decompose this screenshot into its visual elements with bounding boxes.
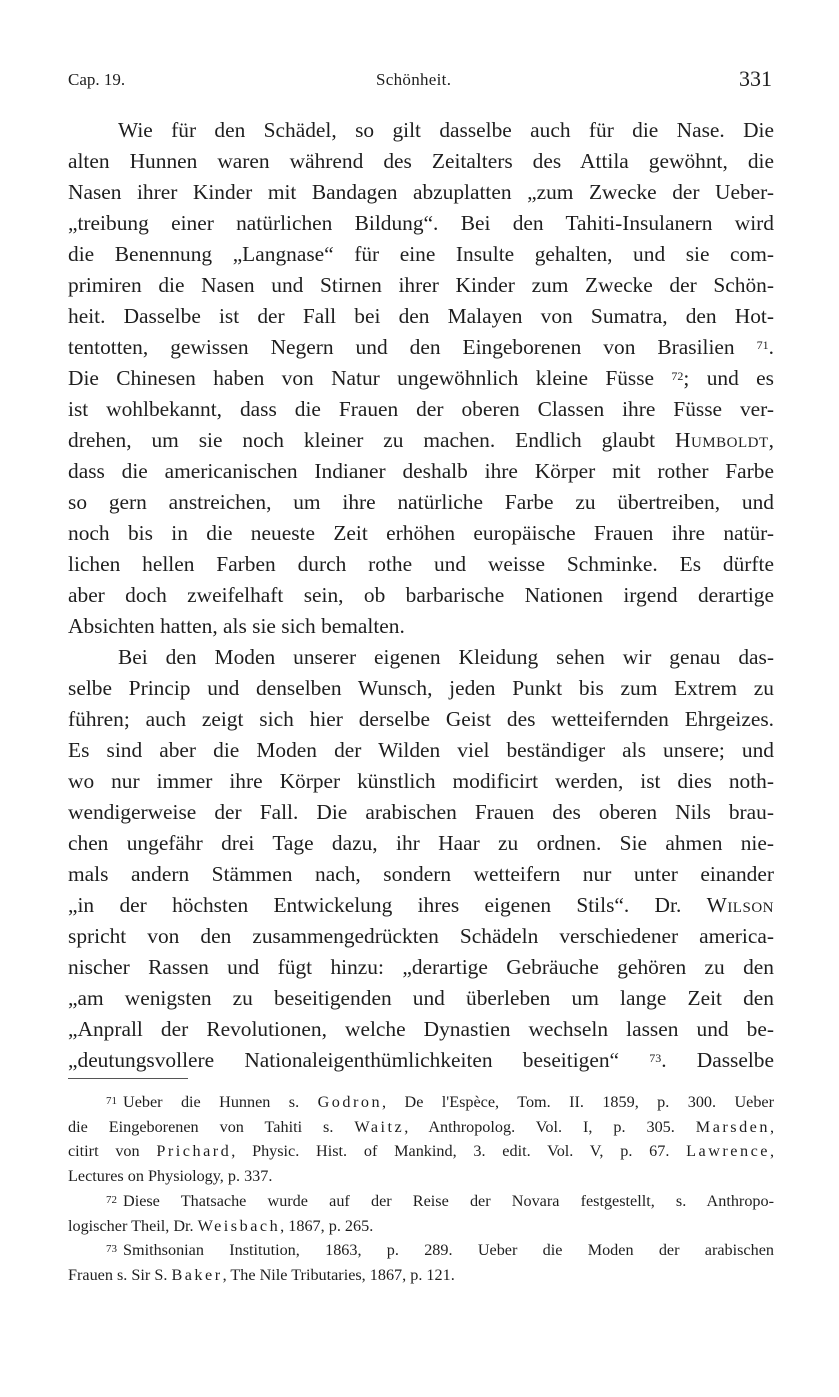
text-line: primiren die Nasen und Stirnen ihrer Kinder zum Zwecke der Schön-: [68, 273, 774, 297]
footnote-73: [68, 1238, 774, 1287]
line-text: , Physic. Hist. of Mankind, 3. edit. Vol. V, p. 67.: [231, 1142, 670, 1161]
page-number: 331: [739, 66, 772, 91]
chapter-label: Cap. 19.: [68, 70, 126, 89]
text-line: Nasen ihrer Kinder mit Bandagen abzuplatten „zum Zwecke der Ueber-: [68, 180, 774, 204]
line-text: ,: [768, 428, 774, 452]
author-name: Wilson: [706, 893, 774, 917]
footnote-ref: 73: [649, 1051, 662, 1065]
text-line: [68, 1115, 774, 1140]
body-text: [68, 115, 774, 1076]
text-line: [68, 1090, 774, 1115]
line-text: Diese Thatsache wurde auf der Reise der Novara festgestellt, s. Anthropo-: [123, 1191, 774, 1210]
line-text: . Dasselbe: [661, 1048, 774, 1072]
line-text: , 1867, p. 265.: [280, 1216, 374, 1235]
text-line: alten Hunnen waren während des Zeitalters des Attila gewöhnt, die: [68, 149, 774, 173]
line-text: Frauen s. Sir S.: [68, 1265, 168, 1284]
line-text: ,: [769, 1142, 775, 1161]
footnote-marker: 72: [106, 1193, 117, 1206]
text-line: [68, 1189, 774, 1214]
text-line: spricht von den zusammengedrückten Schädeln verschiedener america-: [68, 924, 774, 948]
text-line: chen ungefähr drei Tage dazu, ihr Haar zu ordnen. Sie ahmen nie-: [68, 831, 774, 855]
text-line: [68, 425, 774, 456]
text-line: selbe Princip und denselben Wunsch, jeden Punkt bis zum Extrem zu: [68, 676, 774, 700]
text-line: „am wenigsten zu beseitigenden und überleben um lange Zeit den: [68, 986, 774, 1010]
footnote-marker: 73: [106, 1243, 117, 1256]
line-text: logischer Theil, Dr.: [68, 1216, 194, 1235]
text-line: heit. Dasselbe ist der Fall bei den Malayen von Sumatra, den Hot-: [68, 304, 774, 328]
author-name: Weisbach: [197, 1216, 281, 1235]
footnote-divider: [68, 1078, 188, 1079]
line-text: „deutungsvollere Nationaleigenthümlichkeiten beseitigen“: [68, 1048, 620, 1072]
text-line: [68, 890, 774, 921]
line-text: Smithsonian Institution, 1863, p. 289. Ueber die Moden der arabischen: [123, 1241, 774, 1260]
text-line: nischer Rassen und fügt hinzu: „derartige Gebräuche gehören zu den: [68, 955, 774, 979]
line-text: „in der höchsten Entwickelung ihres eigenen Stils“. Dr.: [68, 893, 682, 917]
author-name: Lawrence: [686, 1142, 770, 1161]
text-line: ist wohlbekannt, dass die Frauen der oberen Classen ihre Füsse ver-: [68, 397, 774, 421]
text-line: [68, 1214, 774, 1239]
line-text: ,: [769, 1117, 774, 1136]
line-text: die Eingeborenen von Tahiti s.: [68, 1117, 334, 1136]
author-name: Prichard: [156, 1142, 232, 1161]
line-text: ; und es: [683, 366, 774, 390]
paragraph-1: [68, 115, 774, 642]
text-line: mals andern Stämmen nach, sondern wetteifern nur unter einander: [68, 862, 774, 886]
text-line: „Anprall der Revolutionen, welche Dynastien wechseln lassen und be-: [68, 1017, 774, 1041]
footnote-71: [68, 1090, 774, 1189]
text-line: Bei den Moden unserer eigenen Kleidung sehen wir genau das-: [118, 645, 774, 669]
text-line: „treibung einer natürlichen Bildung“. Bei den Tahiti-Insulanern wird: [68, 211, 774, 235]
text-line: so gern anstreichen, um ihre natürliche Farbe zu übertreiben, und: [68, 490, 774, 514]
text-line: Lectures on Physiology, p. 337.: [68, 1167, 273, 1186]
author-name: Marsden: [695, 1117, 770, 1136]
paragraph-2: [68, 642, 774, 1076]
author-name: Waitz: [354, 1117, 405, 1136]
text-line: [68, 1263, 774, 1288]
text-line: führen; auch zeigt sich hier derselbe Geist des wetteifernden Ehrgeizes.: [68, 707, 774, 731]
footnote-72: [68, 1189, 774, 1238]
text-line: noch bis in die neueste Zeit erhöhen europäische Frauen ihre natür-: [68, 521, 774, 545]
text-line: Absichten hatten, als sie sich bemalten.: [68, 614, 405, 638]
author-name: Godron: [317, 1093, 383, 1111]
author-name: Humboldt: [675, 428, 769, 452]
footnote-ref: 71: [756, 338, 769, 352]
line-text: , De l'Espèce, Tom. II. 1859, p. 300. Ueber: [382, 1093, 775, 1111]
text-line: lichen hellen Farben durch rothe und weisse Schminke. Es dürfte: [68, 552, 774, 576]
text-line: wendigerweise der Fall. Die arabischen Frauen des oberen Nils brau-: [68, 800, 774, 824]
text-line: [68, 1045, 774, 1076]
text-line: [68, 1238, 774, 1263]
author-name: Baker: [171, 1265, 223, 1284]
line-text: .: [768, 335, 774, 359]
footnote-ref: 72: [671, 369, 684, 383]
line-text: , Anthropolog. Vol. I, p. 305.: [404, 1117, 675, 1136]
line-text: Die Chinesen haben von Natur ungewöhnlich kleine Füsse: [68, 366, 655, 390]
footnotes: [68, 1090, 774, 1288]
text-line: aber doch zweifelhaft sein, ob barbarische Nationen irgend derartige: [68, 583, 774, 607]
text-line: [68, 332, 774, 363]
line-text: , The Nile Tributaries, 1867, p. 121.: [222, 1265, 455, 1284]
running-head: [68, 66, 774, 96]
line-text: tentotten, gewissen Negern und den Eingeborenen von Brasilien: [68, 335, 735, 359]
text-line: wo nur immer ihre Körper künstlich modificirt werden, ist dies noth-: [68, 769, 774, 793]
footnote-marker: 71: [106, 1095, 117, 1107]
running-title: Schönheit.: [376, 70, 452, 89]
text-line: dass die americanischen Indianer deshalb ihre Körper mit rother Farbe: [68, 459, 774, 483]
line-text: citirt von: [68, 1142, 140, 1161]
text-line: [68, 363, 774, 394]
text-line: die Benennung „Langnase“ für eine Insulte gehalten, und sie com-: [68, 242, 774, 266]
text-line: Es sind aber die Moden der Wilden viel beständiger als unsere; und: [68, 738, 774, 762]
line-text: Ueber die Hunnen s.: [123, 1093, 300, 1111]
line-text: drehen, um sie noch kleiner zu machen. Endlich glaubt: [68, 428, 656, 452]
text-line: [68, 1139, 774, 1164]
text-line: Wie für den Schädel, so gilt dasselbe auch für die Nase. Die: [118, 118, 774, 142]
